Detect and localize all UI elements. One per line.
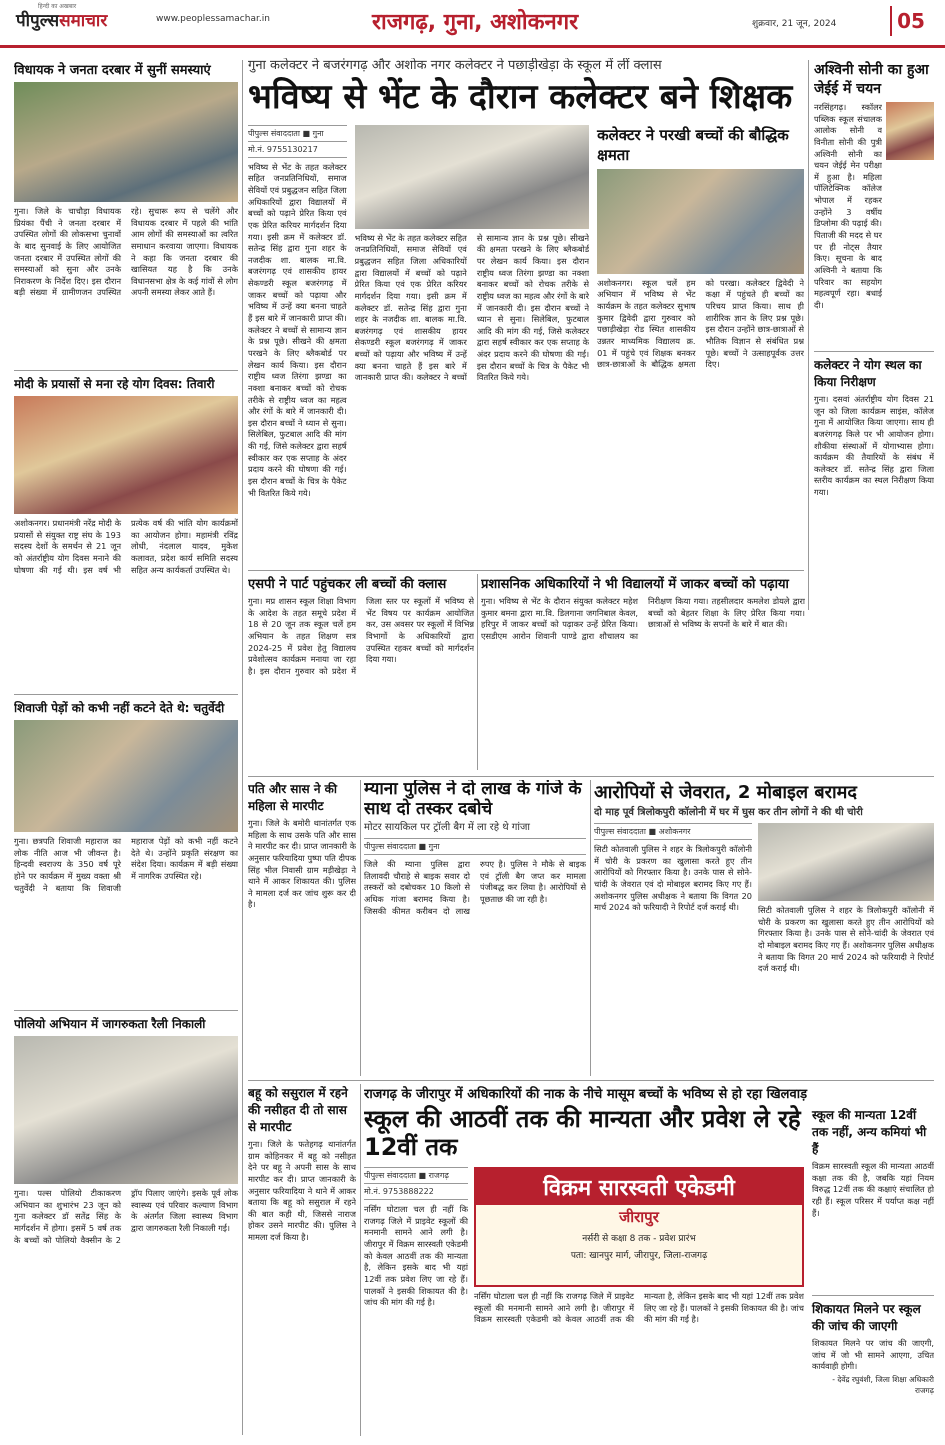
column-rule bbox=[360, 780, 361, 1076]
website-url: www.peoplessamachar.in bbox=[156, 14, 270, 24]
story-head: विधायक ने जनता दरबार में सुनीं समस्याएं bbox=[14, 63, 211, 78]
divider bbox=[14, 1010, 238, 1011]
divider bbox=[248, 1080, 934, 1081]
masthead bbox=[0, 0, 945, 48]
column-rule bbox=[590, 780, 591, 1076]
lead-body-cont: भविष्य से भेंट के तहत कलेक्टर सहित जनप्रतिनिधियों, समाज सेवियों एवं प्रबुद्धजन सहित जिला अधिकारियों द्वारा विद्यालयों में बच्चों को पढ़ाने प्रेरित किया एवं एक प्रेरित करियर मार्गदर्शन दिया गया। इसी क्रम में कलेक्टर डॉ. सतेन्द्र सिंह द्वारा गुना शहर के नजदीक शा. बालक मा.वि. बजरंगगढ़ एवं शासकीय हायर सेकण्डरी स्कूल बजरंगगढ़ में जाकर बच्चों को पढ़ाया और भविष्य में उन्हें क्या बनना चाहते हैं इस बारे में जानकारी प्राप्त की। कलेक्टर ने बच्चों से सामान्य ज्ञान के प्रश्न पूछे। सीखने की क्षमता परखने के लिए ब्लैकबोर्ड पर लेखन कार्य किया। इस दौरान राष्ट्रीय ध्वज तिरंगा झण्डा का नक्शा बनाकर बच्चों को रोचक तरीके से राष्ट्रीय ध्वज का महत्व और रंगों के बारे में जानकारी दी। इस दौरान बच्चों ने ध्यान से सुना। सिलेबिल, फुटबाल आदि की मांग की गई, जिसे कलेक्टर द्वारा सहर्ष स्वीकार कर एक सप्ताह के अंदर प्रदाय करने की घोषणा की गई। इस दौरान बच्चों के चित्र के पैकेट भी वितरित किये गये। bbox=[354, 232, 590, 383]
story-body-cont: नर्सिंग घोटाला चल ही नहीं कि राजगढ़ जिले में प्राइवेट स्कूलों की मनमानी सामने आने लगी है। जीरापुर में विक्रम सारस्वती एकेडमी को केवल आठवीं तक की मान्यता है, लेकिन इसके बाद भी यहां 12वीं तक प्रवेश लिए जा रहे हैं। पालकों ने इसकी शिकायत की है। जांच की मांग की गई है। bbox=[474, 1291, 804, 1325]
ad-line: पता: खानपुर मार्ग, जीरापुर, जिला-राजगढ़ bbox=[570, 1251, 708, 1262]
photo-classroom bbox=[355, 125, 590, 229]
logo-accent: समाचार bbox=[59, 11, 108, 31]
byline: पीपुल्स संवाददाता ■ गुना bbox=[248, 125, 347, 142]
story-kicker: राजगढ़ के जीरापुर में अधिकारियों की नाक के नीचे मासूम बच्चों के भविष्य से हो रहा खिलवाड़ bbox=[364, 1087, 808, 1102]
photo-polio-rally bbox=[14, 1036, 238, 1184]
story-head: म्याना पुलिस ने दो लाख के गांजे के साथ दो तस्कर दबोचे bbox=[364, 780, 582, 819]
story-body: गुना। दसवां अंतर्राष्ट्रीय योग दिवस 21 जून को जिला कार्यक्रम साइंस, कॉलेज गुना में आयोजित किया जाएगा। साथ ही बजरंगगढ़ किले पर भी आयोजन होगा। शौकीया संस्थाओं में योगाभ्यास होगा। कार्यक्रम की तैयारियों के संबंध में कलेक्टर डॉ. सतेन्द्र सिंह द्वारा जिला स्तरीय कार्यक्रम का स्थल निरीक्षण किया गया। bbox=[814, 394, 934, 498]
photo-shivaji-event bbox=[14, 720, 238, 832]
lead-kicker: गुना कलेक्टर ने बजरंगगढ़ और अशोक नगर कलेक्टर ने पछाड़ीखेड़ा के स्कूल में लीं क्लास bbox=[248, 58, 662, 73]
sub-body: अशोकनगर। स्कूल चलें हम अभियान में भविष्य से भेंट कार्यक्रम के तहत कलेक्टर सुभाष कुमार द्विवेदी द्वारा गुरुवार को पछाड़ीखेड़ा रोड स्थित शासकीय उन्नतर माध्यमिक विद्यालय क्र. 01 में पहुंचे एवं शिक्षक बनकर छात्र-छात्राओं के बौद्धिक क्षमता को परखा। कलेक्टर द्विवेदी ने कक्षा में पहुंचते ही बच्चों का परिचय प्राप्त किया। साथ ही शारीरिक ज्ञान के लिए प्रश्न पूछे। इस दौरान उन्होंने छात्र-छात्राओं से भौतिक विज्ञान से संबंधित प्रश्न पूछे। बच्चों ने उत्साहपूर्वक उत्तर दिए। bbox=[597, 277, 804, 370]
story-body: अशोकनगर। प्रधानमंत्री नरेंद्र मोदी के प्रयासों से संयुक्त राष्ट्र संघ के 193 सदस्य देशों के समर्थन से 21 जून को अंतर्राष्ट्रीय योग दिवस मनाने की घोषणा की गई थी। इस वर्ष भी प्रत्येक वर्ष की भांति योग कार्यक्रमों का आयोजन होगा। महामंत्री रविंद्र लोधी, नंदलाल यादव, मुकेश कलावत, प्रदेश कार्य समिति सदस्य सहित अन्य कार्यकर्ता उपस्थित थे। bbox=[14, 518, 238, 575]
photo-janta-darbar bbox=[14, 82, 238, 202]
mobile-number: मो.नं. 9755130217 bbox=[248, 142, 347, 158]
divider bbox=[248, 776, 934, 777]
column-rule bbox=[242, 60, 243, 1435]
story-bahu-sas bbox=[248, 1084, 356, 1436]
story-body: शिकायत मिलने पर जांच की जाएगी, जांच में जो भी सामने आएगा, उचित कार्यवाही होगी। bbox=[812, 1338, 934, 1372]
mobile-number: मो.नं. 9753888222 bbox=[364, 1184, 468, 1200]
story-head: मोदी के प्रयासों से मना रहे योग दिवस: तिवारी bbox=[14, 377, 215, 391]
story-body: गुना। जिले के बमोरी थानांतर्गत एक महिला के साथ उसके पति और सास ने मारपीट कर दी। प्राप्त जानकारी के अनुसार फरियादिया पुष्पा पति दीपक सिंह भील निवासी ग्राम मड़ीखेड़ा ने थाने में आकर शिकायत की। पुलिस ने मामला दर्ज कर जांच शुरू कर दी है। bbox=[248, 818, 356, 910]
story-myana bbox=[364, 780, 586, 1076]
story-body: गुना। भविष्य से भेंट के दौरान संयुक्त कलेक्टर महेश कुमार बमना द्वारा मा.वि. डिलगाना जगनिबाल केवल, हरिपुर में जाकर बच्चों को पढ़ाकर उन्हें प्रेरित किया। एसडीएम आरोन शिवानी पाण्डे द्वारा शौचालय का निरीक्षण किया गया। तहसीलदार कमलेश डोयले द्वारा बच्चों को बेहतर शिक्षा के लिए प्रेरित किया गया। छात्राओं से भविष्य के सपनों के बारे में बात की। bbox=[481, 596, 805, 641]
story-kicker: मोटर सायकिल पर ट्रॉली बैग में ला रहे थे गांजा bbox=[364, 822, 530, 834]
quote-attribution: - देवेंद्र रघुवंशी, जिला शिक्षा अधिकारी राजगढ़ bbox=[832, 1374, 934, 1395]
logo bbox=[16, 8, 107, 31]
story-head: प्रशासनिक अधिकारियों ने भी विद्यालयों में जाकर बच्चों को पढ़ाया bbox=[481, 577, 789, 592]
story-officers-teach bbox=[481, 574, 805, 772]
story-pati-sas bbox=[248, 780, 356, 1076]
story-headline: स्कूल की आठवीं तक की मान्यता और प्रवेश ले रहे 12वीं तक bbox=[364, 1105, 801, 1161]
story-head: शिवाजी पेड़ों को कभी नहीं कटने देते थे: चतुर्वेदी bbox=[14, 701, 225, 715]
story-head: आरोपियों से जेवरात, 2 मोबाइल बरामद bbox=[594, 782, 857, 803]
story-head: एसपी ने पार्ट पहुंचकर ली बच्चों की क्लास bbox=[248, 577, 447, 592]
sub-headline: कलेक्टर ने परखी बच्चों की बौद्धिक क्षमता bbox=[597, 125, 789, 164]
story-head: बहू को ससुराल में रहने की नसीहत दी तो सास से मारपीट bbox=[248, 1086, 348, 1134]
column-rule bbox=[808, 60, 809, 610]
story-body: गुना। जिले के चाचौड़ा विधायक प्रियंका पैंची ने जनता दरबार में उपस्थित लोगों की लोकसभा चुनावों के बाद सुनवाई के लिए आयोजित जनता दरबार में उपस्थित लोगों की समस्याओं को सुना और उनके निराकरण के निर्देश दिए। इस दौरान बड़ी संख्या में ग्रामीणजन उपस्थित रहे। सुचारू रूप से चलेंगे और विधायक दरबार में पहले की भांति आम लोगों की समस्याओं का त्वरित समाधान करवाया जाएगा। विधायक ने कहा कि जनता दरबार की खासियत यह है कि उनके विधानसभा क्षेत्र के कई गांवों से लोग अपनी समस्या लेकर आते हैं। bbox=[14, 206, 238, 298]
school-advertisement bbox=[474, 1167, 804, 1287]
logo-tagline: हिन्दी का अखबार bbox=[38, 3, 77, 10]
story-arrests bbox=[594, 780, 934, 1076]
left-column bbox=[14, 60, 238, 1442]
story-head: पति और सास ने की महिला से मारपीट bbox=[248, 782, 337, 813]
story-sp-class bbox=[248, 574, 474, 772]
issue-date: शुक्रवार, 21 जून, 2024 bbox=[752, 19, 837, 29]
story-body: नर्सिंग घोटाला चल ही नहीं कि राजगढ़ जिले में प्राइवेट स्कूलों की मनमानी सामने आने लगी है। जीरापुर में विक्रम सारस्वती एकेडमी को केवल आठवीं तक की मान्यता है, लेकिन इसके बाद भी यहां 12वीं तक प्रवेश लिए जा रहे हैं। पालकों ने इसकी शिकायत की है। जांच की मांग की गई है। bbox=[364, 1204, 468, 1308]
lead-story bbox=[248, 58, 804, 568]
story-head: शिकायत मिलने पर स्कूल की जांच की जाएगी bbox=[812, 1302, 921, 1333]
divider bbox=[814, 351, 934, 352]
ad-place: जीरापुर bbox=[619, 1208, 659, 1227]
divider bbox=[14, 694, 238, 695]
column-rule bbox=[360, 1084, 361, 1436]
story-body: गुना। जिले के फतेहगढ़ थानांतर्गत ग्राम कोहिनकर में बहू को नसीहत देने पर बहू ने अपनी सास के साथ मारपीट कर दी। प्राप्त जानकारी के अनुसार फरियादिया ने थाने में आकर बताया कि बहू को ससुराल में रहने की बात कही थी, जिससे नाराज होकर उसने मारपीट की। पुलिस ने मामला दर्ज किया है। bbox=[248, 1139, 356, 1243]
logo-main: पीपुल्स bbox=[16, 11, 60, 31]
column-rule bbox=[477, 574, 478, 770]
photo-collector-class bbox=[597, 169, 804, 274]
story-kicker: दो माह पूर्व त्रिलोकपुरी कॉलोनी में घर में घुस कर तीन लोगों ने की थी चोरी bbox=[594, 807, 863, 818]
lead-body: भविष्य से भेंट के तहत कलेक्टर सहित जनप्रतिनिधियों, समाज सेवियों एवं प्रबुद्धजन सहित जिला अधिकारियों द्वारा विद्यालयों में बच्चों को पढ़ाने प्रेरित किया एवं एक प्रेरित करियर मार्गदर्शन दिया गया। इसी क्रम में कलेक्टर डॉ. सतेन्द्र सिंह द्वारा गुना शहर के नजदीक शा. बालक मा.वि. बजरंगगढ़ एवं शासकीय हायर सेकण्डरी स्कूल बजरंगगढ़ में जाकर बच्चों को पढ़ाया और भविष्य में उन्हें क्या बनना चाहते हैं इस बारे में जानकारी प्राप्त की। कलेक्टर ने बच्चों से सामान्य ज्ञान के प्रश्न पूछे। सीखने की क्षमता परखने के लिए ब्लैकबोर्ड पर लेखन कार्य किया। इस दौरान राष्ट्रीय ध्वज तिरंगा झण्डा का नक्शा बनाकर बच्चों को रोचक तरीके से राष्ट्रीय ध्वज का महत्व और रंगों के बारे में जानकारी दी। इस दौरान बच्चों ने ध्यान से सुना। सिलेबिल, फुटबाल आदि की मांग की गई, जिसे कलेक्टर द्वारा सहर्ष स्वीकार कर एक सप्ताह के अंदर प्रदाय करने की घोषणा की गई। इस दौरान बच्चों के चित्र के पैकेट भी वितरित किये गये। bbox=[248, 161, 347, 498]
photo-accused bbox=[758, 823, 934, 901]
story-body: सिटी कोतवाली पुलिस ने शहर के त्रिलोकपुरी कॉलोनी में चोरी के प्रकरण का खुलासा करते हुए तीन आरोपियों को गिरफ्तार किया है। उनके पास से सोने-चांदी के जेवरात एवं दो मोबाइल बरामद किए गए हैं। अशोकनगर पुलिस अधीक्षक ने बताया कि विगत 20 मार्च 2024 को फरियादी ने रिपोर्ट दर्ज कराई थी। bbox=[594, 844, 752, 913]
story-body: गुना। मप्र शासन स्कूल शिक्षा विभाग के आदेश के तहत समूचे प्रदेश में 18 से 20 जून तक स्कूल चलें हम अभियान के तहत शिक्षण सत्र 2024-25 में प्रवेश हेतु विद्यालय प्रवेशोत्सव कार्यक्रम मनाया जा रहा है। इस दौरान गुरुवार को प्रदेश में जिला स्तर पर स्कूलों में भविष्य से भेंट विषय पर कार्यक्रम आयोजित कर, उस अवसर पर स्कूलों में विभिन्न विभागों के अधिकारियों द्वारा उपस्थित रहकर बच्चों को मार्गदर्शन दिया गया। bbox=[248, 596, 474, 676]
story-body: गुना। छत्रपति शिवाजी महाराज का लोक नीति आज भी जीवन्त है। हिन्दवी स्वराज्य के 350 वर्ष पूरे होने पर कार्यक्रम में मुख्य वक्ता श्री चतुर्वेदी ने बताया कि शिवाजी महाराज पेड़ों को कभी नहीं कटने देते थे। उन्होंने प्रकृति संरक्षण का संदेश दिया। कार्यक्रम में बड़ी संख्या में नागरिक उपस्थित रहे। bbox=[14, 836, 238, 893]
story-head: अश्विनी सोनी का हुआ जेईई में चयन bbox=[814, 62, 929, 97]
story-head: पोलियो अभियान में जागरुकता रैली निकाली bbox=[14, 1017, 206, 1031]
story-jirapur bbox=[364, 1084, 934, 1434]
divider bbox=[812, 1295, 934, 1296]
story-head: स्कूल की मान्यता 12वीं तक नहीं, अन्य कमियां भी हैं bbox=[812, 1108, 927, 1156]
lead-headline: भविष्य से भेंट के दौरान कलेक्टर बने शिक्षक bbox=[248, 76, 793, 117]
story-body-cont: सिटी कोतवाली पुलिस ने शहर के त्रिलोकपुरी कॉलोनी में चोरी के प्रकरण का खुलासा करते हुए तीन आरोपियों को गिरफ्तार किया है। उनके पास से सोने-चांदी के जेवरात एवं दो मोबाइल बरामद किए गए हैं। अशोकनगर पुलिस अधीक्षक ने बताया कि विगत 20 मार्च 2024 को फरियादी ने रिपोर्ट दर्ज कराई थी। bbox=[758, 905, 934, 974]
byline: पीपुल्स संवाददाता ■ गुना bbox=[364, 838, 586, 855]
story-body: जिले की म्याना पुलिस द्वारा तिलावदी चौराहे से बाइक सवार दो तस्करों को दबोचकर 10 किलो से अधिक गांजा बरामद किया है। जिसकी कीमत करीबन दो लाख रुपए है। पुलिस ने मौके से बाइक एवं ट्रॉली बैग जप्त कर मामला पंजीबद्ध कर लिया है। आरोपियों से पूछताछ की जा रही है। bbox=[364, 859, 586, 916]
ad-title: विक्रम सारस्वती एकेडमी bbox=[476, 1169, 802, 1205]
section-title: राजगढ़, गुना, अशोकनगर bbox=[372, 10, 579, 35]
right-column bbox=[814, 60, 934, 615]
byline: पीपुल्स संवाददाता ■ अशोकनगर bbox=[594, 823, 752, 840]
story-body: नरसिंहगढ़। स्कॉलर पब्लिक स्कूल संचालक आलोक सोनी व विनीता सोनी की पुत्री अश्विनी सोनी का चयन जेईई मेन परीक्षा में हुआ है। महिला पॉलिटेक्निक कॉलेज भोपाल में रहकर उन्होंने 3 वर्षीय डिप्लोमा की पढ़ाई की। पिताजी की मदद से घर पर ही नोट्स तैयार किए। सूचना के बाद अश्विनी ने बताया कि परिवार का सहयोग महत्वपूर्ण रहा। बधाई दी। bbox=[814, 102, 882, 310]
photo-ashwini bbox=[886, 102, 934, 160]
photo-yoga-meeting bbox=[14, 396, 238, 514]
divider bbox=[248, 570, 804, 571]
story-body: विक्रम सारस्वती स्कूल की मान्यता आठवीं कक्षा तक की है, जबकि यहां नियम विरुद्ध 12वीं तक की कक्षाएं संचालित हो रही हैं। स्कूल परिसर में पर्याप्त कक्ष नहीं हैं। bbox=[812, 1161, 934, 1218]
divider bbox=[14, 370, 238, 371]
page-number: 05 bbox=[890, 6, 930, 36]
story-head: कलेक्टर ने योग स्थल का किया निरीक्षण bbox=[814, 358, 922, 389]
ad-line: नर्सरी से कक्षा 8 तक - प्रवेश प्रारंभ bbox=[582, 1234, 696, 1245]
byline: पीपुल्स संवाददाता ■ राजगढ़ bbox=[364, 1167, 468, 1184]
story-body: गुना। पल्स पोलियो टीकाकरण अभियान का शुभारंभ 23 जून को गुना कलेक्टर डॉ सतेंद्र सिंह के मार्गदर्शन में होगा। इसमें 5 वर्ष तक के बच्चों को पोलियो वैक्सीन के 2 ड्रॉप पिलाए जाएंगे। इसके पूर्व लोक स्वास्थ्य एवं परिवार कल्याण विभाग के अंतर्गत जिला स्वास्थ्य विभाग द्वारा जागरुकता रैली निकाली गई। bbox=[14, 1188, 238, 1245]
